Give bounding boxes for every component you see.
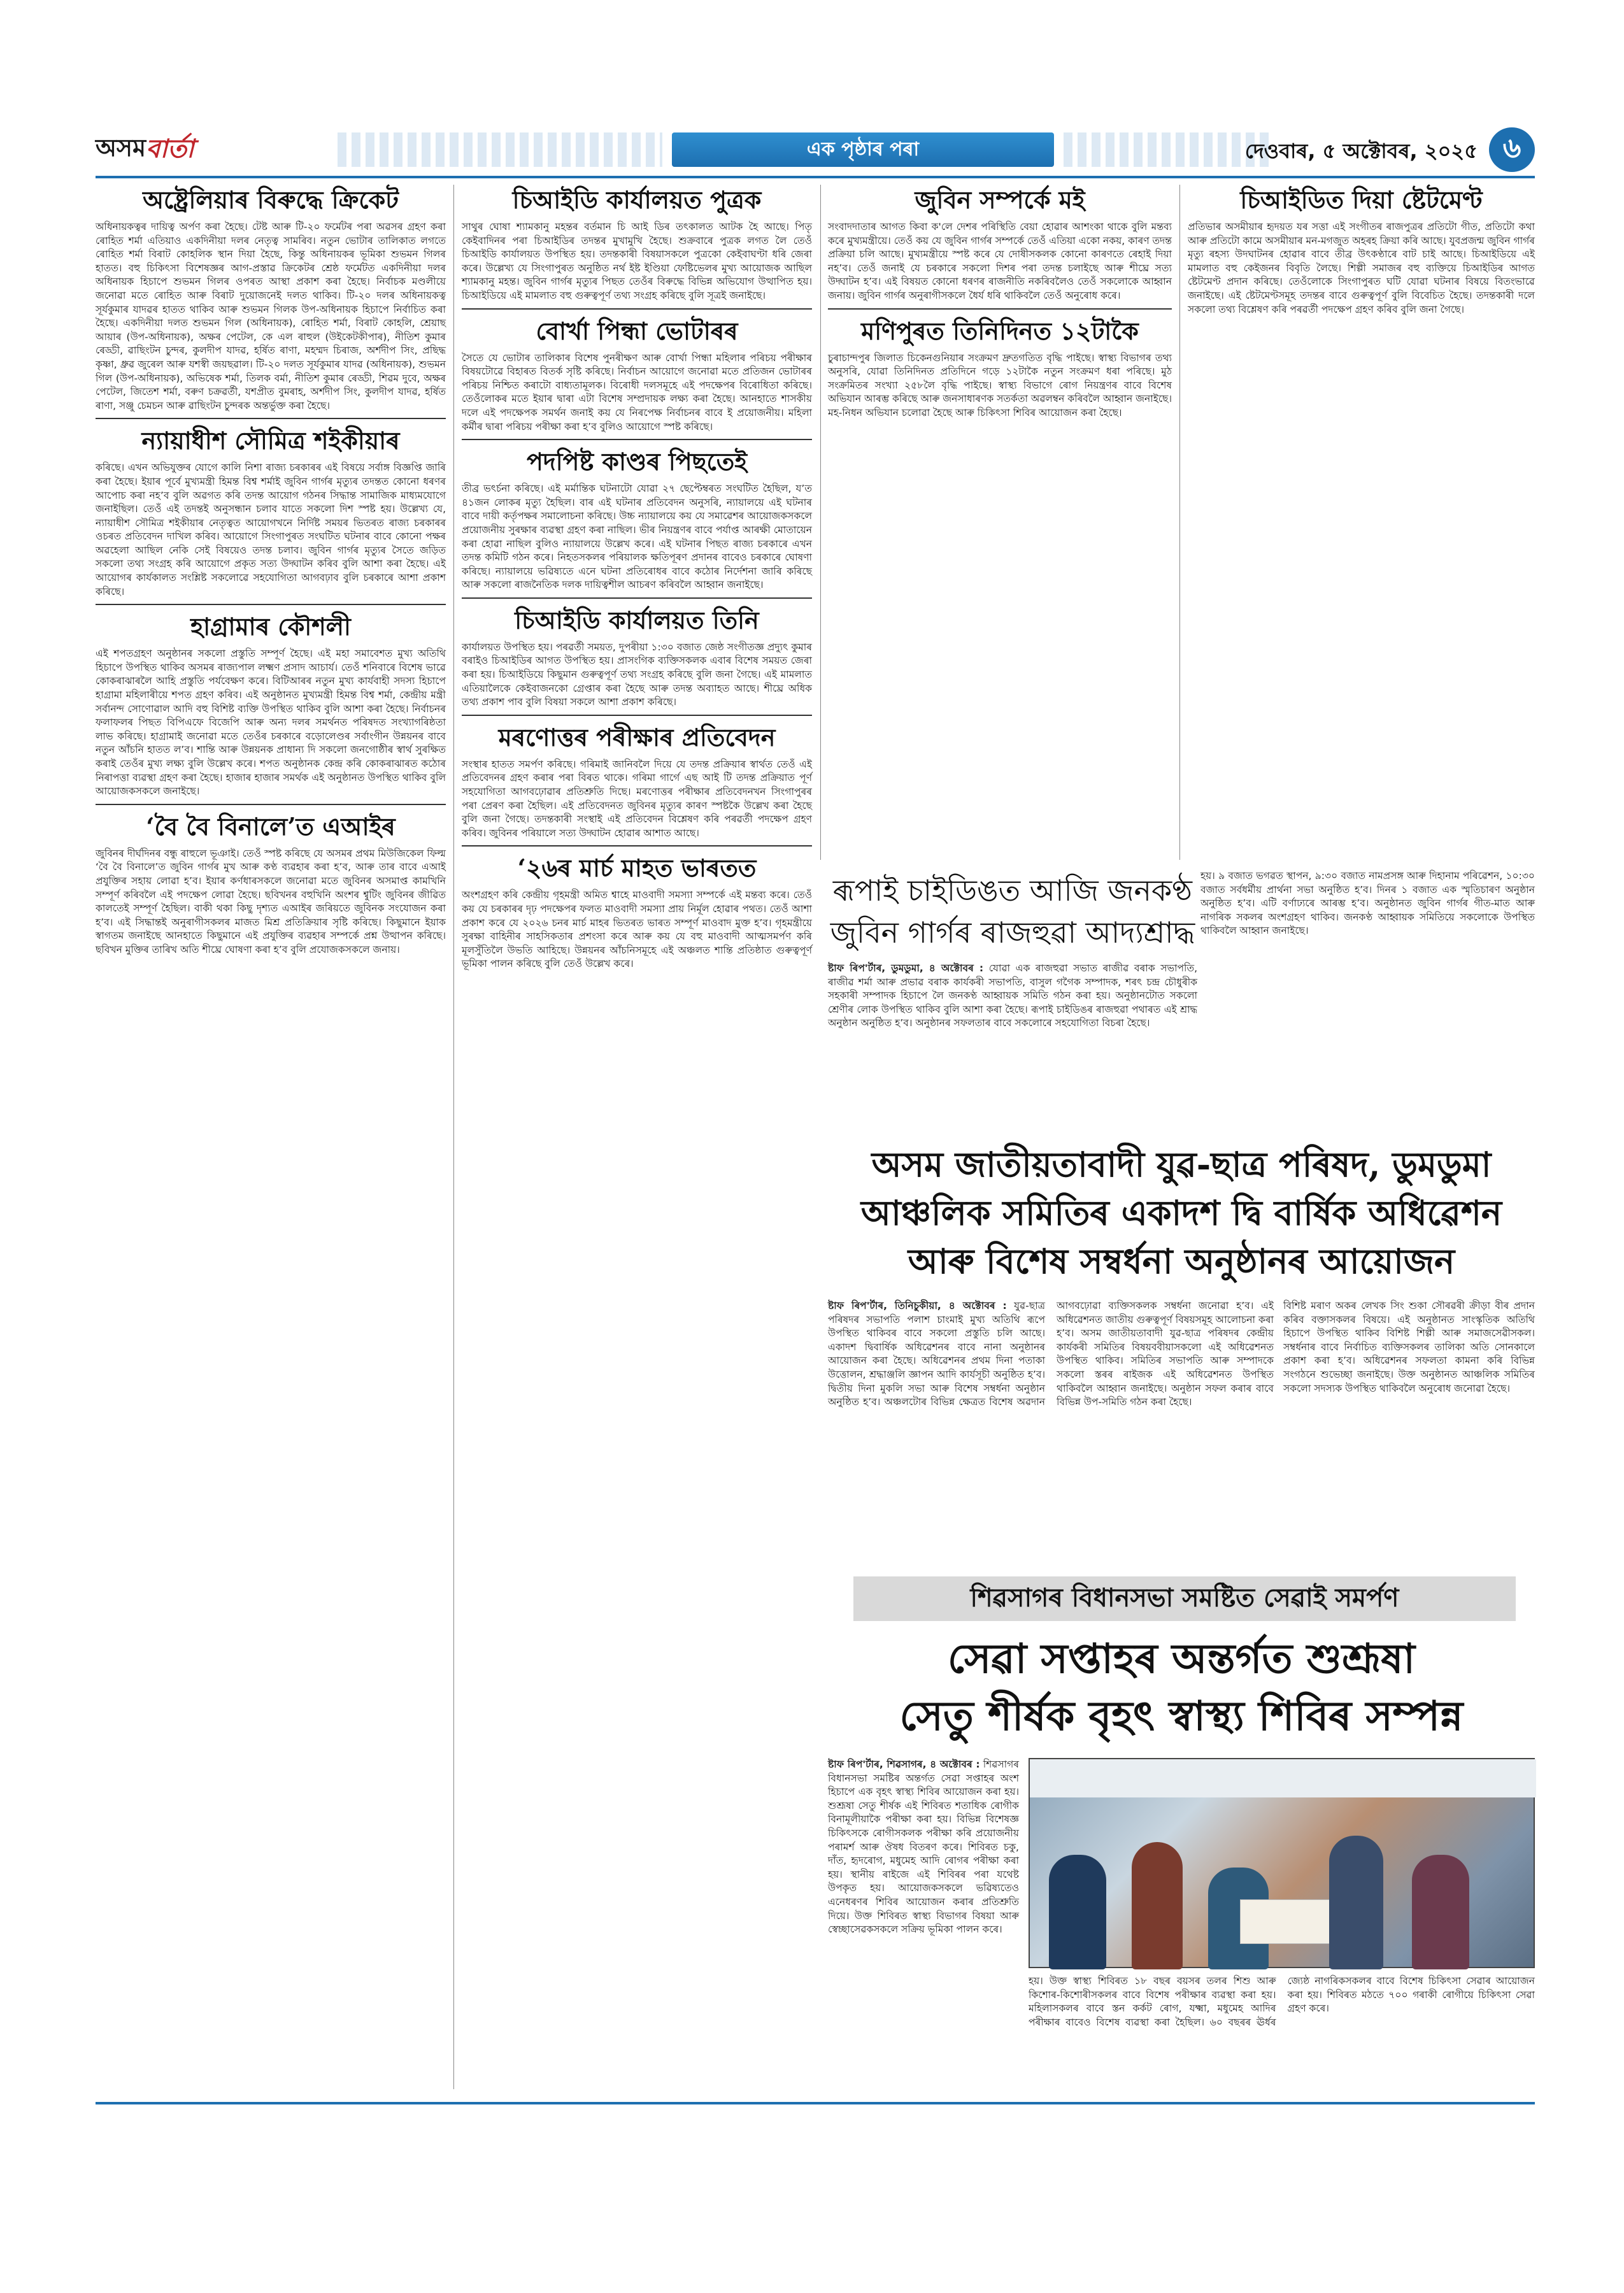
headline-postmortem: মৰণোত্তৰ পৰীক্ষাৰ প্ৰতিবেদন (498, 722, 776, 752)
article-rupai (828, 962, 1197, 1031)
headline-rupai-line1: ৰূপাই চাইডিঙত আজি জনকণ্ঠ (832, 873, 1193, 908)
column-2 (462, 185, 812, 971)
article-burqa-body: সৈতে যে ভোটাৰ তালিকাৰ বিশেষ পুনৰীক্ষণ আৰু বোৰ্খা পিন্ধা মহিলাৰ পৰিচয় পৰীক্ষাৰ বিষয়টোৱে বিহাৰত বিতৰ্ক সৃষ্টি কৰিছে। নিৰ্বাচন আয়োগে জনোৱা মতে প্ৰতিজন ভোটাৰৰ পৰিচয় নিশ্চিত কৰাটো বাধ্যতামূলক। বিৰোধী দলসমূহে এই পদক্ষেপৰ বিৰোধিতা কৰিছে। তেওঁলোকৰ মতে ইয়াৰ দ্বাৰা এটা বিশেষ সম্প্ৰদায়ক লক্ষ্য কৰা হৈছে। আনহাতে শাসকীয় দলে এই পদক্ষেপক সমৰ্থন জনাই কয় যে নিৰপেক্ষ নিৰ্বাচনৰ বাবে ই প্ৰয়োজনীয়। মহিলা কৰ্মীৰ দ্বাৰা পৰিচয় পৰীক্ষা কৰা হ’ব বুলিও আয়োগে স্পষ্ট কৰিছে। (462, 352, 812, 432)
article-cid-son-body: সাথুৰ ঘোষা শ্যামকানু মহন্তৰ বৰ্তমান চি আই ডিৰ তৎকালত আটক হৈ আছে। পিতৃ কেইবাদিনৰ পৰা চিআইডিৰ তদন্তৰ মুখামুখি হৈছে। শুক্ৰবাৰে পুত্ৰক লগত লৈ তেওঁ চিআইডি কাৰ্যালয়ত উপস্থিত হয়। তদন্তকাৰী বিষয়াসকলে পুত্ৰকো কেইবাঘণ্টা ধৰি জেৰা কৰে। উল্লেখ্য যে সিংগাপুৰত অনুষ্ঠিত নৰ্থ ইষ্ট ইণ্ডিয়া ফেষ্টিভেলৰ মুখ্য আয়োজক আছিল শ্যামকানু মহন্ত। জুবিন গাৰ্গৰ মৃত্যুৰ পিছত তেওঁৰ বিৰুদ্ধে বিভিন্ন অভিযোগ উত্থাপিত হয়। চিআইডিয়ে এই মামলাত বহু গুৰুত্বপূৰ্ণ তথ্য সংগ্ৰহ কৰিছে বুলি সূত্ৰই জনাইছে। (462, 221, 812, 301)
article-cricket-body: অধিনায়কত্বৰ দায়িত্ব অৰ্পণ কৰা হৈছে। টেষ্ট আৰু টি-২০ ফৰ্মেটৰ পৰা অৱসৰ গ্ৰহণ কৰা ৰোহিত শৰ্মা এতিয়াও একদিনীয়া দলৰ নেতৃত্ব সামৰিব। নতুন ভোটাৰ তালিকাত লগতে ৰোহিত শৰ্মা বিৰাট কোহলিক স্থান দিয়া হৈছে, কিন্তু অধিনায়কৰ ভূমিকা শুভমন গিলৰ হাতত। বহু চিকিৎসা বিশেষজ্ঞৰ আগ-প্ৰস্তাৱ ক্ৰিকেটৰ শ্ৰেষ্ঠ ফৰ্মেটত একদিনীয়া দলৰ অধিনায়ক হিচাপে শুভমন গিলৰ ওপৰত আস্থা প্ৰকাশ কৰা হৈছে। নিৰ্বাচক মণ্ডলীয়ে জনোৱা মতে ৰোহিত আৰু বিৰাট দুয়োজনেই দলত থাকিব। টি-২০ দলৰ অধিনায়কত্ব সূৰ্যকুমাৰ যাদৱৰ হাতত থাকিব আৰু শুভমন গিলক উপ-অধিনায়ক হিচাপে নিৰ্বাচিত কৰা হৈছে। একদিনীয়া দলত শুভমন গিল (অধিনায়ক), ৰোহিত শৰ্মা, বিৰাট কোহলি, শ্ৰেয়াছ আয়াৰ (উপ-অধিনায়ক), অক্ষৰ পেটেল, কে এল ৰাহুল (উইকেটকীপাৰ), নীতিশ কুমাৰ ৰেড্ডী, ৱাছিংটন চুন্দৰ, কুলদীপ যাদৱ, হৰ্ষিত ৰাণা, মহম্মদ চিৰাজ, অৰ্শদীপ সিং, প্ৰছিদ্ধ কৃষ্ণা, ধ্ৰুৱ জুৰেল আৰু যশস্বী জয়ছৱাল। টি-২০ দলত সূৰ্যকুমাৰ যাদৱ (অধিনায়ক), শুভমন গিল (উপ-অধিনায়ক), অভিষেক শৰ্মা, তিলক বৰ্মা, নীতিশ কুমাৰ ৰেড্ডী, শিৱম দুবে, অক্ষৰ পেটেল, জিতেশ শৰ্মা, বৰুণ চক্ৰৱৰ্তী, যশপ্ৰীত বুমৰাহ, অৰ্শদীপ সিং, কুলদীপ যাদৱ, হৰ্ষিত ৰাণা, সঞ্জু চেমচন আৰু ৱাছিংটন চুন্দৰক অন্তৰ্ভুক্ত কৰা হৈছে। (96, 221, 446, 411)
article-justice-body: কৰিছে। এখন অভিযুক্তৰ যোগে কালি নিশা ৰাজ্য চৰকাৰৰ এই বিষয়ে সৰ্বাঙ্গ বিজ্ঞপ্তি জাৰি কৰা হৈছে। ইয়াৰ পূৰ্বে মুখ্যমন্ত্ৰী হিমন্ত বিশ্ব শৰ্মাই জুবিন গাৰ্গৰ মৃত্যুৰ তদন্তত কোনো ধৰণৰ আপোচ কৰা নহ’ব বুলি অৱগত কৰি তদন্ত আয়োগ গঠনৰ সিদ্ধান্ত সামাজিক মাধ্যমযোগে জনাইছিল। তেওঁ এই তদন্তই অনুসন্ধান চলাব যাতে সকলো দিশ স্পষ্ট হয়। উল্লেখ্য যে, ন্যায়াধীশ সৌমিত্ৰ শইকীয়াৰ নেতৃত্বত আয়োগখনে নিৰ্দিষ্ট সময়ৰ ভিতৰত ৰাজ্য চৰকাৰৰ ওচৰত প্ৰতিবেদন দাখিল কৰিব। আয়োগে সিংগাপুৰত সংঘটিত ঘটনাৰ বাবে কোনো পক্ষৰ অৱহেলা আছিল নেকি সেই বিষয়েও তদন্ত চলাব। জুবিন গাৰ্গৰ মৃত্যুৰ সৈতে জড়িত সকলো তথ্য সংগ্ৰহ কৰি আয়োগে প্ৰকৃত সত্য উদ্ঘাটন কৰিব বুলি আশা কৰা হৈছে। এই আয়োগৰ কাৰ্যকালত সংশ্লিষ্ট সকলোৱে সহযোগিতা আগবঢ়াব বুলি চৰকাৰে আশা প্ৰকাশ কৰিছে। (96, 462, 446, 597)
article-march-26-body: অংশগ্ৰহণ কৰি কেন্দ্ৰীয় গৃহমন্ত্ৰী অমিত শ্বাহে মাওবাদী সমস্যা সম্পৰ্কে এই মন্তব্য কৰে। তেওঁ কয় যে চৰকাৰৰ দৃঢ় পদক্ষেপৰ ফলত মাওবাদী সমস্যা প্ৰায় নিৰ্মূল হোৱাৰ পথত। তেওঁ আশা প্ৰকাশ কৰে যে ২০২৬ চনৰ মাৰ্চ মাহৰ ভিতৰত ভাৰত সম্পূৰ্ণ মাওবাদ মুক্ত হ’ব। গৃহমন্ত্ৰীয়ে সুৰক্ষা বাহিনীৰ সাহসিকতাৰ প্ৰশংসা কৰে আৰু কয় যে বহু মাওবাদী আত্মসমৰ্পণ কৰি মূলসুঁতিলৈ উভতি আহিছে। উন্নয়নৰ আঁচনিসমূহে এই অঞ্চলত শান্তি প্ৰতিষ্ঠাত গুৰুত্বপূৰ্ণ ভূমিকা পালন কৰিছে বুলি তেওঁ উল্লেখ কৰে। (462, 889, 812, 970)
byline-health: ষ্টাফ ৰিপ'ৰ্টাৰ, শিৱসাগৰ, ৪ অক্টোবৰ : (828, 1759, 980, 1770)
newspaper-logo (96, 130, 194, 169)
strap-sivasagar: শিৱসাগৰ বিধানসভা সমষ্টিত সেৱাই সমৰ্পণ (853, 1576, 1516, 1621)
article-postmortem-body: সংস্থাৰ হাতত সমৰ্পণ কৰিছে। গৰিমাই জানিবলৈ দিয়ে যে তদন্ত প্ৰক্ৰিয়াৰ স্বাৰ্থত তেওঁ এই প্ৰতিবেদনৰ গ্ৰহণ কৰাৰ পৰা বিৰত থাকে। গৰিমা গাৰ্গে এছ আই টি তদন্ত প্ৰক্ৰিয়াত পূৰ্ণ সহযোগিতা আগবঢ়োৱাৰ প্ৰতিশ্ৰুতি দিছে। মৰণোত্তৰ পৰীক্ষাৰ প্ৰতিবেদনখন সিংগাপুৰৰ পৰা প্ৰেৰণ কৰা হৈছিল। এই প্ৰতিবেদনত জুবিনৰ মৃত্যুৰ কাৰণ স্পষ্টকৈ উল্লেখ কৰা হৈছে বুলি জনা গৈছে। তদন্তকাৰী সংস্থাই এই প্ৰতিবেদন বিশ্লেষণ কৰি পৰৱৰ্তী পদক্ষেপ গ্ৰহণ কৰিব। জুবিনৰ পৰিয়ালে সত্য উদ্ঘাটন হোৱাৰ আশাত আছে। (462, 758, 812, 839)
article-dumduma (828, 1299, 1274, 1567)
headline-burqa: বোৰ্খা পিন্ধা ভোটাৰৰ (536, 316, 738, 345)
headline-dumduma-line1: অসম জাতীয়তাবাদী যুৱ-ছাত্ৰ পৰিষদ, ডুমডুমা (871, 1144, 1492, 1185)
headline-health-line1: সেৱা সপ্তাহৰ অন্তৰ্গত শুশ্ৰূষা (948, 1635, 1415, 1683)
article-health-camp-2-body: হয়। উক্ত স্বাস্থ্য শিবিৰত ১৮ বছৰ বয়সৰ তলৰ শিশু আৰু কিশোৰ-কিশোৰীসকলৰ বাবে বিশেষ পৰীক্ষাৰ ব্যৱস্থা কৰা হয়। মহিলাসকলৰ বাবে স্তন কৰ্কট ৰোগ, যক্ষ্মা, মধুমেহ আদিৰ পৰীক্ষাৰ বাবেও বিশেষ ব্যৱস্থা কৰা হৈছিল। ৬০ বছৰৰ ঊৰ্ধৰ জ্যেষ্ঠ নাগৰিকসকলৰ বাবে বিশেষ চিকিৎসা সেৱাৰ আয়োজন কৰা হয়। শিবিৰত মঠতে ৭০০ গৰাকী ৰোগীয়ে চিকিৎসা সেৱা গ্ৰহণ কৰে। (1029, 1975, 1535, 2028)
logo-part2: বাৰ্তা (146, 133, 194, 164)
headline-justice: ন্যায়াধীশ সৌমিত্ৰ শইকীয়াৰ (141, 426, 400, 455)
headline-cid-three: চিআইডি কাৰ্যালয়ত তিনি (515, 605, 759, 634)
article-dumduma-col3-body: বিশিষ্ট মৰাণ অকৰ লেখক সিং শুকা সৌৰৱৰী ক্ৰীড়া বীৰ প্ৰদান কৰিব বক্তাসকলৰ বিষয়ে। এই অনুষ্ঠানত সাংস্কৃতিক অতিথি হিচাপে উপস্থিত থাকিব বিশিষ্ট শিল্পী আৰু সমাজসেৱীসকল। সম্বৰ্ধনাৰ বাবে নিৰ্বাচিত ব্যক্তিসকলৰ তালিকা অতি সোনকালে প্ৰকাশ কৰা হ’ব। অধিৱেশনৰ সফলতা কামনা কৰি বিভিন্ন সংগঠনে শুভেচ্ছা জনাইছে। উক্ত অনুষ্ঠানত আঞ্চলিক সমিতিৰ সকলো সদস্যক উপস্থিত থাকিবলৈ অনুৰোধ জনোৱা হৈছে। (1283, 1300, 1535, 1394)
article-stampede-body: তীব্ৰ ভৎৰ্চনা কৰিছে। এই মৰ্মান্তিক ঘটনাটো যোৱা ২৭ ছেপ্টেম্বৰত সংঘটিত হৈছিল, য’ত ৪১জন লোকৰ মৃত্যু হৈছিল। বাৰ এই ঘটনাৰ প্ৰতিবেদন অনুসৰি, ন্যায়ালয়ে এই ঘটনাৰ বাবে দায়ী কৰ্তৃপক্ষৰ সমালোচনা কৰিছে। উচ্চ ন্যায়ালয়ে কয় যে সমাৱেশৰ আয়োজকসকলে প্ৰয়োজনীয় সুৰক্ষাৰ ব্যৱস্থা গ্ৰহণ কৰা নাছিল। ভীৰ নিয়ন্ত্ৰণৰ বাবে পৰ্যাপ্ত আৰক্ষী মোতায়েন কৰা হোৱা নাছিল বুলিও ন্যায়ালয়ে উল্লেখ কৰে। এই ঘটনাৰ পিছত ৰাজ্য চৰকাৰে এখন তদন্ত কমিটি গঠন কৰে। নিহতসকলৰ পৰিয়ালক ক্ষতিপূৰণ প্ৰদানৰ বাবেও চৰকাৰে ঘোষণা কৰিছে। ন্যায়ালয়ে ভৱিষ্যতে এনে ঘটনা প্ৰতিৰোধৰ বাবে কঠোৰ নিৰ্দেশনা জাৰি কৰিছে আৰু সকলো ৰাজনৈতিক দলক দায়িত্বশীল আচৰণ কৰিবলৈ আহ্বান জনাইছে। (462, 483, 812, 591)
headline-dumduma-line3: আৰু বিশেষ সম্বৰ্ধনা অনুষ্ঠানৰ আয়োজন (908, 1241, 1455, 1282)
article-health-camp (828, 1758, 1019, 1937)
headline-health-camp (828, 1631, 1535, 1745)
article-rupai-right (1200, 869, 1535, 938)
article-cid-statement-body: প্ৰতিভাৰ অসমীয়াৰ হৃদয়ত যৰ সত্তা এই সংগীতৰ ৰাজপুত্ৰৰ প্ৰতিটো গীত, প্ৰতিটো কথা আৰু প্ৰতিটো কামে অসমীয়াৰ মন-মগজুত অহৰহ ক্ৰিয়া কৰি আছে। যুবপ্ৰজন্ম জুবিন গাৰ্গৰ মৃত্যু ৰহস্য উদঘাটনৰ হোৱাৰ বাবে তীব্ৰ উৎকণ্ঠাৰে বাট চাই আছে। চিআইডিয়ে এই মামলাত বহু কেইজনৰ বিবৃতি লৈছে। শিল্পী সমাজৰ বহু ব্যক্তিয়ে চিআইডিৰ আগত ষ্টেটমেণ্ট প্ৰদান কৰিছে। তেওঁলোকে সিংগাপুৰত ঘটি যোৱা ঘটনাৰ বিষয়ে বিতংভাৱে জনাইছে। এই ষ্টেটমেণ্টসমূহ তদন্তৰ বাবে গুৰুত্বপূৰ্ণ বুলি বিবেচিত হৈছে। তদন্তকাৰী দলে সকলো তথ্য বিশ্লেষণ কৰি পৰৱৰ্তী পদক্ষেপ গ্ৰহণ কৰিব বুলি জনা গৈছে। (1188, 221, 1535, 315)
column-divider (1179, 185, 1180, 860)
article-rupai-right-body: হয়। ৯ বজাত ভগৱত স্থাপন, ৯:৩০ বজাত নামপ্ৰসঙ্গ আৰু দিহানাম পৰিৱেশন, ১০:৩০ বজাত সৰ্বধৰ্মীয় প্ৰাৰ্থনা সভা অনুষ্ঠিত হ’ব। দিনৰ ১ বজাত এক স্মৃতিচাৰণ অনুষ্ঠান অনুষ্ঠিত হ’ব। এটি বৰ্ণাঢ্যৰে আৰম্ভ হ’ব। অনুষ্ঠানত জুবিন গাৰ্গৰ গীত-মাত আৰু নাগৰিক সকলৰ অংশগ্ৰহণ থাকিব। জনকণ্ঠ আহ্বায়ক সমিতিয়ে সকলোকে উপস্থিত থাকিবলৈ আহ্বান জনাইছে। (1200, 870, 1535, 937)
health-camp-photo (1029, 1758, 1535, 1968)
column-divider (453, 185, 454, 2089)
article-rupai-body (828, 962, 1197, 1031)
headline-cricket: অষ্ট্ৰেলিয়াৰ বিৰুদ্ধে ক্ৰিকেট (143, 185, 399, 214)
byline-dumduma: ষ্টাফ ৰিপ'ৰ্টাৰ, তিনিচুকীয়া, ৪ অক্টোবৰ : (828, 1300, 1007, 1311)
column-1 (96, 185, 446, 957)
article-dumduma-col3 (1283, 1299, 1535, 1396)
masthead (96, 127, 1535, 172)
masthead-rule (96, 176, 1535, 178)
headline-zubeen-me: জুবিন সম্পৰ্কে মই (915, 185, 1085, 214)
headline-dumduma (828, 1140, 1535, 1285)
article-zubeen-me-body: সংবাদদাতাৰ আগত কিবা ক'লে দেশৰ পৰিস্থিতি বেয়া হোৱাৰ আশংকা থাকে বুলি মন্তব্য কৰে মুখ্যমন্ত্ৰীয়ে। তেওঁ কয় যে জুবিন গাৰ্গৰ সম্পৰ্কে তেওঁ এতিয়া একো নকয়, কাৰণ তদন্ত প্ৰক্ৰিয়া চলি আছে। মুখ্যমন্ত্ৰীয়ে স্পষ্ট কৰে যে দোষীসকলক কোনো কাৰণতে ৰেহাই দিয়া নহ’ব। তেওঁ জনাই যে চৰকাৰে সকলো দিশৰ পৰা তদন্ত চলাইছে আৰু শীঘ্ৰে সত্য উদ্ঘাটন হ’ব। এই বিষয়ত কোনো ধৰণৰ ৰাজনীতি নকৰিবলৈও তেওঁ সকলোকে আহ্বান জনায়। জুবিন গাৰ্গৰ অনুৰাগীসকলে ধৈৰ্য ধৰি থাকিবলৈ তেওঁ অনুৰোধ কৰে। (828, 221, 1172, 301)
byline-rupai: ষ্টাফ ৰিপ'ৰ্টাৰ, ডুমডুমা, ৪ অক্টোবৰ : (828, 962, 984, 974)
headline-manipur: মণিপুৰত তিনিদিনত ১২টাকৈ (861, 316, 1139, 345)
headline-dumduma-line2: আঞ্চলিক সমিতিৰ একাদশ দ্বি বাৰ্ষিক অধিৱেশন (860, 1192, 1502, 1233)
logo-part1: অসম (96, 133, 146, 162)
headline-health-line2: সেতু শীৰ্ষক বৃহৎ স্বাস্থ্য শিবিৰ সম্পন্ন (899, 1692, 1464, 1740)
headline-stampede: পদপিষ্ট কাণ্ডৰ পিছতেই (526, 447, 748, 476)
column-4 (1188, 185, 1535, 317)
article-dumduma-text: যুৱ-ছাত্ৰ পৰিষদৰ সভাপতি পলাশ চাংমাই মুখ্য অতিথি ৰূপে উপস্থিত থাকিবৰ বাবে সকলো প্ৰস্তুতি চলি আছে। একাদশ দ্বিবাৰ্ষিক অধিৱেশনৰ বাবে নানা অনুষ্ঠানৰ আয়োজন কৰা হৈছে। অধিৱেশনৰ প্ৰথম দিনা পতাকা উত্তোলন, শ্ৰদ্ধাঞ্জলি জ্ঞাপন আদি কাৰ্যসূচী অনুষ্ঠিত হ’ব। দ্বিতীয় দিনা মুকলি সভা আৰু বিশেষ সম্বৰ্ধনা অনুষ্ঠান অনুষ্ঠিত হ’ব। অঞ্চলটোৰ বিভিন্ন ক্ষেত্ৰত বিশেষ অৱদান আগবঢ়োৱা ব্যক্তিসকলক সম্বৰ্ধনা জনোৱা হ’ব। এই অধিৱেশনত জাতীয় গুৰুত্বপূৰ্ণ বিষয়সমূহ আলোচনা কৰা হ’ব। অসম জাতীয়তাবাদী যুৱ-ছাত্ৰ পৰিষদৰ কেন্দ্ৰীয় কাৰ্যকৰী সমিতিৰ বিষয়ববীয়াসকলো এই অধিৱেশনত উপস্থিত থাকিব। সমিতিৰ সভাপতি আৰু সম্পাদকে সকলো স্তৰৰ ৰাইজক এই অধিৱেশনত উপস্থিত থাকিবলৈ আহ্বান জনাইছে। অনুষ্ঠান সফল কৰাৰ বাবে বিভিন্ন উপ-সমিতি গঠন কৰা হৈছে। (828, 1300, 1274, 1408)
article-health-camp-2 (1029, 1975, 1535, 2029)
article-dumduma-body (828, 1299, 1274, 1567)
issue-date: দেওবাৰ, ৫ অক্টোবৰ, ২০২৫ (1244, 139, 1478, 163)
headline-march-26: ‘২৬ৰ মাৰ্চ মাহত ভাৰতত (517, 854, 757, 883)
article-cid-three-body: কাৰ্যালয়ত উপস্থিত হয়। পৰৱৰ্তী সময়ত, দুপৰীয়া ১:৩০ বজাত জেষ্ঠ সংগীতজ্ঞ প্ৰদ্যুৎ কুমাৰ বৰাইও চিআইডিৰ আগত উপস্থিত হয়। প্ৰাসংগিক ব্যক্তিসকলক এবাৰ বিশেষ সময়ত জেৰা কৰা হয়। চিআইডিয়ে কিছুমান গুৰুত্বপূৰ্ণ তথ্য সংগ্ৰহ কৰিছে বুলি জনা গৈছে। এই মামলাত এতিয়ালৈকে কেইবাজনকো গ্ৰেপ্তাৰ কৰা হৈছে আৰু তদন্ত অব্যাহত আছে। শীঘ্ৰে অধিক তথ্য প্ৰকাশ পাব বুলি বিষয়া সকলে আশা প্ৰকাশ কৰিছে। (462, 641, 812, 708)
decorative-stripe-left (338, 132, 662, 167)
headline-ai-film: ‘বৈ বৈ বিনালে’ত এআইৰ (146, 811, 395, 841)
column-divider (820, 185, 821, 860)
section-label: এক পৃষ্ঠাৰ পৰা (672, 132, 1054, 167)
headline-rupai-saiding (828, 869, 1197, 954)
article-ai-film-body: জুবিনৰ দীৰ্ঘদিনৰ বন্ধু ৰাহুলে ভূঞাই। তেওঁ স্পষ্ট কৰিছে যে অসমৰ প্ৰথম মিউজিকেল ফিল্ম ‘বৈ বৈ বিনালে’ত জুবিন গাৰ্গৰ মুখ আৰু কণ্ঠ ব্যৱহাৰ কৰা হ’ব, আৰু তাৰ বাবে এআই প্ৰযুক্তিৰ সহায় লোৱা হ’ব। ইয়াৰ কৰ্ণধাৰসকলে জনোৱা মতে জুবিনৰ অসমাপ্ত কামখিনি সম্পূৰ্ণ কৰিবলৈ এই পদক্ষেপ লোৱা হৈছে। ছবিখনৰ বহুখিনি অংশৰ শ্বুটিং জুবিনৰ জীৱিত কালতেই সম্পূৰ্ণ হৈছিল। বাকী থকা কিছু দৃশ্যত এআইৰ জৰিয়তে জুবিনক সংযোজন কৰা হ’ব। এই সিদ্ধান্তই অনুৰাগীসকলৰ মাজত মিশ্ৰ প্ৰতিক্ৰিয়াৰ সৃষ্টি কৰিছে। কিছুমানে ইয়াক স্বাগতম জনাইছে আনহাতে কিছুমানে এই প্ৰযুক্তিৰ ব্যৱহাৰ সম্পৰ্কে প্ৰশ্ন উত্থাপন কৰিছে। ছবিখন মুক্তিৰ তাৰিখ অতি শীঘ্ৰে ঘোষণা কৰা হ’ব বুলি প্ৰযোজকসকলে জনায়। (96, 847, 446, 955)
article-health-text: শিৱসাগৰ বিধানসভা সমষ্টিৰ অন্তৰ্গত সেৱা সপ্তাহৰ অংশ হিচাপে এক বৃহৎ স্বাস্থ্য শিবিৰ আয়োজন কৰা হয়। শুশ্ৰূষা সেতু শীৰ্ষক এই শিবিৰত শতাধিক ৰোগীক বিনামূলীয়াকৈ পৰীক্ষা কৰা হয়। বিভিন্ন বিশেষজ্ঞ চিকিৎসকে ৰোগীসকলক পৰীক্ষা কৰি প্ৰয়োজনীয় পৰামৰ্শ আৰু ঔষধ বিতৰণ কৰে। শিবিৰত চকু, দাঁত, হৃদৰোগ, মধুমেহ আদি ৰোগৰ পৰীক্ষা কৰা হয়। স্থানীয় ৰাইজে এই শিবিৰৰ পৰা যথেষ্ট উপকৃত হয়। আয়োজকসকলে ভৱিষ্যতেও এনেধৰণৰ শিবিৰ আয়োজন কৰাৰ প্ৰতিশ্ৰুতি দিয়ে। উক্ত শিবিৰত স্বাস্থ্য বিভাগৰ বিষয়া আৰু স্বেচ্ছাসেৱকসকলে সক্ৰিয় ভূমিকা পালন কৰে। (828, 1759, 1019, 1936)
article-hagrama-body: এই শপতগ্ৰহণ অনুষ্ঠানৰ সকলো প্ৰস্তুতি সম্পূৰ্ণ হৈছে। এই মহা সমাবেশত মুখ্য অতিথি হিচাপে উপস্থিত থাকিব অসমৰ ৰাজ্যপাল লক্ষ্মণ প্ৰসাদ আচাৰ্য। তেওঁ শনিবাৰে বিশেষ ভাৱে কোকৰাঝাৰলৈ আহি প্ৰস্তুতি পৰ্যবেক্ষণ কৰে। বিটিআৰৰ নতুন মুখ্য কাৰ্যবাহী সদস্য হিচাপে হাগ্ৰামা মহিলাৰীয়ে শপত গ্ৰহণ কৰিব। এই অনুষ্ঠানত মুখ্যমন্ত্ৰী হিমন্ত বিশ্ব শৰ্মা, কেন্দ্ৰীয় মন্ত্ৰী সৰ্বানন্দ সোণোৱাল আদি বহু বিশিষ্ট ব্যক্তি উপস্থিত থাকিব বুলি আশা কৰা হৈছে। নিৰ্বাচনৰ ফলাফলৰ পিছত বিপিএফে বিজেপি আৰু অন্য দলৰ সমৰ্থনত পৰিষদত সংখ্যাগৰিষ্ঠতা লাভ কৰিছে। হাগ্ৰামাই জনোৱা মতে তেওঁৰ চৰকাৰে বড়োলেণ্ডৰ সৰ্বাংগীন উন্নয়নৰ বাবে নতুন আঁচনি হাতত ল’ব। শান্তি আৰু উন্নয়নক প্ৰাধান্য দি সকলো জনগোষ্ঠীৰ স্বাৰ্থ সুৰক্ষিত কৰাই তেওঁৰ মুখ্য লক্ষ্য বুলি উল্লেখ কৰে। শপত অনুষ্ঠানক কেন্দ্ৰ কৰি কোকৰাঝাৰত কঠোৰ নিৰাপত্তা ব্যৱস্থা গ্ৰহণ কৰা হৈছে। হাজাৰ হাজাৰ সমৰ্থক এই অনুষ্ঠানত উপস্থিত থাকিব বুলি আয়োজকসকলে জনাইছে। (96, 648, 446, 797)
article-health-camp-body (828, 1758, 1019, 1937)
column-3 (828, 185, 1172, 420)
headline-hagrama: হাগ্ৰামাৰ কৌশলী (190, 612, 351, 641)
footer-rule (96, 2102, 1535, 2104)
page-number: ৬ (1489, 127, 1535, 172)
article-manipur-body: চুৰাচান্দপুৰ জিলাত চিকেনগুনিয়াৰ সংক্ৰমণ দ্ৰুতগতিত বৃদ্ধি পাইছে। স্বাস্থ্য বিভাগৰ তথ্য অনুসৰি, যোৱা তিনিদিনত প্ৰতিদিনে গড়ে ১২টাকৈ নতুন সংক্ৰমণ ধৰা পৰিছে। মুঠ সংক্ৰমিতৰ সংখ্যা ২৫৮লৈ বৃদ্ধি পাইছে। স্বাস্থ্য বিভাগে ৰোগ নিয়ন্ত্ৰণৰ বাবে বিশেষ অভিযান আৰম্ভ কৰিছে আৰু জনসাধাৰণক সতৰ্কতা অৱলম্বন কৰিবলৈ আহ্বান জনাইছে। মহ-নিধন অভিযান চলোৱা হৈছে আৰু চিকিৎসা শিবিৰ আয়োজন কৰা হৈছে। (828, 352, 1172, 418)
headline-cid-statement: চিআইডিত দিয়া ষ্টেটমেণ্ট (1240, 185, 1483, 214)
headline-rupai-line2: জুবিন গাৰ্গৰ ৰাজহুৱা আদ্যশ্ৰাদ্ধ (830, 915, 1195, 950)
headline-cid-son: চিআইডি কাৰ্যালয়ত পুত্ৰক (512, 185, 762, 214)
decorative-stripe-right (1064, 132, 1274, 167)
article-rupai-text: যোৱা এক ৰাজহুৱা সভাত ৰাজীৱ বৰাক সভাপতি, ৰাজীৱ শৰ্মা আৰু প্ৰভাৱ বৰাক কাৰ্যকৰী সভাপতি, বাসুল গগৈক সম্পাদক, শৰৎ চন্দ্ৰ চৌধুৰীক সহকাৰী সম্পাদক হিচাপে লৈ জনকণ্ঠ আহ্বায়ক সমিতি গঠন কৰা হয়। অনুষ্ঠানটোত সকলো শ্ৰেণীৰ লোক উপস্থিত থাকিব বুলি আশা কৰা হৈছে। ৰূপাই চাইডিঙৰ ৰাজহুৱা পথাৰত এই শ্ৰাদ্ধ অনুষ্ঠান অনুষ্ঠিত হ’ব। অনুষ্ঠানৰ সফলতাৰ বাবে সকলোৰে সহযোগিতা বিচৰা হৈছে। (828, 962, 1198, 1029)
